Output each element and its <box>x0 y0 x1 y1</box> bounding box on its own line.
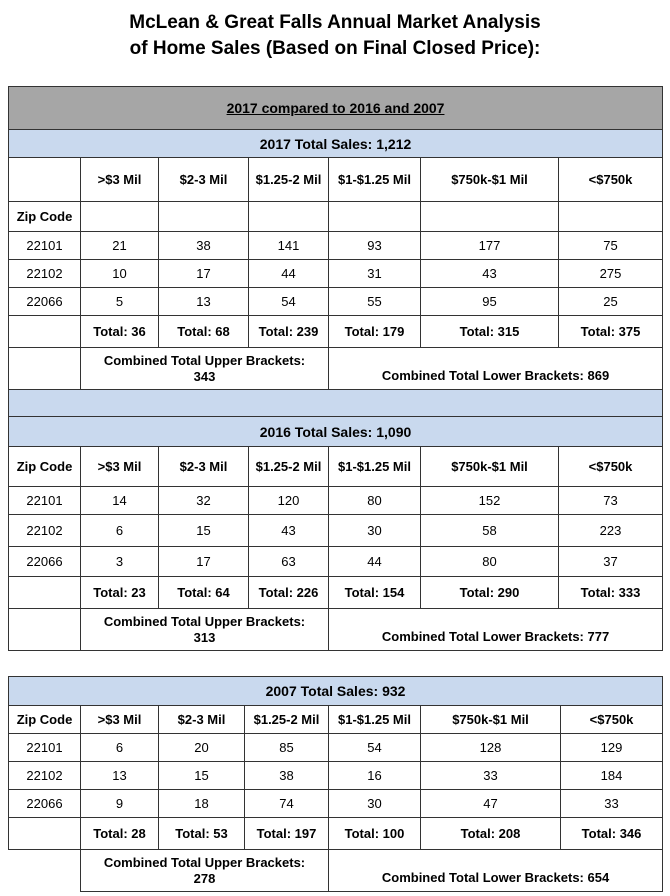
value-cell: 63 <box>249 547 329 577</box>
value-cell: 6 <box>81 734 159 762</box>
total-cell: Total: 154 <box>329 577 421 609</box>
table-row <box>9 515 663 547</box>
zip-code-cell: 22066 <box>9 547 81 577</box>
value-cell: 17 <box>159 260 249 288</box>
value-cell: 120 <box>249 487 329 515</box>
zip-code-header-row <box>9 202 663 232</box>
total-cell: Total: 179 <box>329 316 421 348</box>
value-cell: 20 <box>159 734 245 762</box>
value-cell: 93 <box>329 232 421 260</box>
section-heading-row <box>9 417 663 447</box>
column-header: $750k-$1 Mil <box>421 447 559 487</box>
zip-code-cell: 22066 <box>9 790 81 818</box>
zip-code-cell: 22102 <box>9 260 81 288</box>
table-row <box>9 232 663 260</box>
combined-lower-brackets: Combined Total Lower Brackets: 654 <box>329 850 663 892</box>
section-separator <box>9 390 663 417</box>
total-cell: Total: 208 <box>421 818 561 850</box>
value-cell: 9 <box>81 790 159 818</box>
value-cell: 80 <box>421 547 559 577</box>
empty-header-cell <box>9 158 81 202</box>
total-cell: Total: 375 <box>559 316 663 348</box>
total-cell: Total: 100 <box>329 818 421 850</box>
total-cell: Total: 315 <box>421 316 559 348</box>
value-cell: 15 <box>159 762 245 790</box>
table-row <box>9 790 663 818</box>
column-header-row <box>9 158 663 202</box>
section-heading-2016: 2016 Total Sales: 1,090 <box>9 417 663 447</box>
value-cell: 13 <box>81 762 159 790</box>
total-cell: Total: 346 <box>561 818 663 850</box>
value-cell: 129 <box>561 734 663 762</box>
value-cell: 33 <box>561 790 663 818</box>
totals-row <box>9 818 663 850</box>
value-cell: 54 <box>329 734 421 762</box>
section-heading-2007: 2007 Total Sales: 932 <box>9 677 663 706</box>
value-cell: 38 <box>245 762 329 790</box>
zip-code-header: Zip Code <box>9 706 81 734</box>
value-cell: 75 <box>559 232 663 260</box>
column-header: $1-$1.25 Mil <box>329 447 421 487</box>
zip-code-cell: 22101 <box>9 734 81 762</box>
value-cell: 275 <box>559 260 663 288</box>
column-header: $1-$1.25 Mil <box>329 158 421 202</box>
column-header: >$3 Mil <box>81 706 159 734</box>
value-cell: 80 <box>329 487 421 515</box>
zip-code-cell: 22102 <box>9 515 81 547</box>
column-header: $1.25-2 Mil <box>249 447 329 487</box>
value-cell: 21 <box>81 232 159 260</box>
total-cell: Total: 36 <box>81 316 159 348</box>
zip-code-header: Zip Code <box>9 202 81 232</box>
section-heading-row <box>9 677 663 706</box>
sales-table-2017-2016 <box>8 86 663 651</box>
combined-totals-row <box>9 850 663 892</box>
value-cell: 25 <box>559 288 663 316</box>
table-row <box>9 487 663 515</box>
column-header-row <box>9 706 663 734</box>
value-cell: 223 <box>559 515 663 547</box>
value-cell: 6 <box>81 515 159 547</box>
total-cell: Total: 53 <box>159 818 245 850</box>
comparison-banner-row <box>9 87 663 130</box>
section-heading-2017: 2017 Total Sales: 1,212 <box>9 130 663 158</box>
section-heading-row <box>9 130 663 158</box>
value-cell: 73 <box>559 487 663 515</box>
column-header: >$3 Mil <box>81 447 159 487</box>
page-title-line-1: McLean & Great Falls Annual Market Analysis <box>129 12 541 33</box>
total-cell: Total: 239 <box>249 316 329 348</box>
value-cell: 141 <box>249 232 329 260</box>
total-cell: Total: 28 <box>81 818 159 850</box>
combined-upper-brackets: Combined Total Upper Brackets: 278 <box>81 850 329 892</box>
total-cell: Total: 226 <box>249 577 329 609</box>
combined-totals-row <box>9 348 663 390</box>
value-cell: 95 <box>421 288 559 316</box>
column-header: $2-3 Mil <box>159 158 249 202</box>
column-header: $1-$1.25 Mil <box>329 706 421 734</box>
zip-code-cell: 22066 <box>9 288 81 316</box>
value-cell: 30 <box>329 515 421 547</box>
column-header: $750k-$1 Mil <box>421 158 559 202</box>
zip-code-cell: 22101 <box>9 487 81 515</box>
value-cell: 38 <box>159 232 249 260</box>
zip-code-header: Zip Code <box>9 447 81 487</box>
value-cell: 85 <box>245 734 329 762</box>
table-row <box>9 547 663 577</box>
column-header: $1.25-2 Mil <box>249 158 329 202</box>
totals-row <box>9 577 663 609</box>
value-cell: 16 <box>329 762 421 790</box>
combined-lower-brackets: Combined Total Lower Brackets: 869 <box>329 348 663 390</box>
total-cell: Total: 64 <box>159 577 249 609</box>
column-header: $1.25-2 Mil <box>245 706 329 734</box>
value-cell: 32 <box>159 487 249 515</box>
value-cell: 30 <box>329 790 421 818</box>
total-cell: Total: 68 <box>159 316 249 348</box>
value-cell: 47 <box>421 790 561 818</box>
table-row <box>9 288 663 316</box>
total-cell: Total: 197 <box>245 818 329 850</box>
column-header: $2-3 Mil <box>159 447 249 487</box>
combined-lower-brackets: Combined Total Lower Brackets: 777 <box>329 609 663 651</box>
value-cell: 152 <box>421 487 559 515</box>
value-cell: 31 <box>329 260 421 288</box>
column-header: $750k-$1 Mil <box>421 706 561 734</box>
zip-code-cell: 22102 <box>9 762 81 790</box>
value-cell: 184 <box>561 762 663 790</box>
column-header: <$750k <box>559 158 663 202</box>
value-cell: 74 <box>245 790 329 818</box>
table-row <box>9 734 663 762</box>
value-cell: 17 <box>159 547 249 577</box>
total-cell: Total: 290 <box>421 577 559 609</box>
value-cell: 18 <box>159 790 245 818</box>
comparison-banner: 2017 compared to 2016 and 2007 <box>226 100 445 116</box>
value-cell: 13 <box>159 288 249 316</box>
value-cell: 44 <box>249 260 329 288</box>
value-cell: 55 <box>329 288 421 316</box>
value-cell: 3 <box>81 547 159 577</box>
column-header: $2-3 Mil <box>159 706 245 734</box>
value-cell: 15 <box>159 515 249 547</box>
sales-table-2007 <box>8 676 663 892</box>
column-header: <$750k <box>559 447 663 487</box>
value-cell: 10 <box>81 260 159 288</box>
combined-totals-row <box>9 609 663 651</box>
value-cell: 44 <box>329 547 421 577</box>
table-row <box>9 762 663 790</box>
column-header: <$750k <box>561 706 663 734</box>
combined-upper-brackets: Combined Total Upper Brackets: 313 <box>81 609 329 651</box>
zip-code-cell: 22101 <box>9 232 81 260</box>
column-header: >$3 Mil <box>81 158 159 202</box>
value-cell: 177 <box>421 232 559 260</box>
value-cell: 5 <box>81 288 159 316</box>
value-cell: 58 <box>421 515 559 547</box>
value-cell: 14 <box>81 487 159 515</box>
table-row <box>9 260 663 288</box>
value-cell: 37 <box>559 547 663 577</box>
value-cell: 43 <box>249 515 329 547</box>
value-cell: 43 <box>421 260 559 288</box>
value-cell: 33 <box>421 762 561 790</box>
totals-row <box>9 316 663 348</box>
combined-upper-brackets: Combined Total Upper Brackets: 343 <box>81 348 329 390</box>
total-cell: Total: 333 <box>559 577 663 609</box>
total-cell: Total: 23 <box>81 577 159 609</box>
page-title-line-2: of Home Sales (Based on Final Closed Price): <box>129 38 541 59</box>
column-header-row <box>9 447 663 487</box>
value-cell: 128 <box>421 734 561 762</box>
value-cell: 54 <box>249 288 329 316</box>
